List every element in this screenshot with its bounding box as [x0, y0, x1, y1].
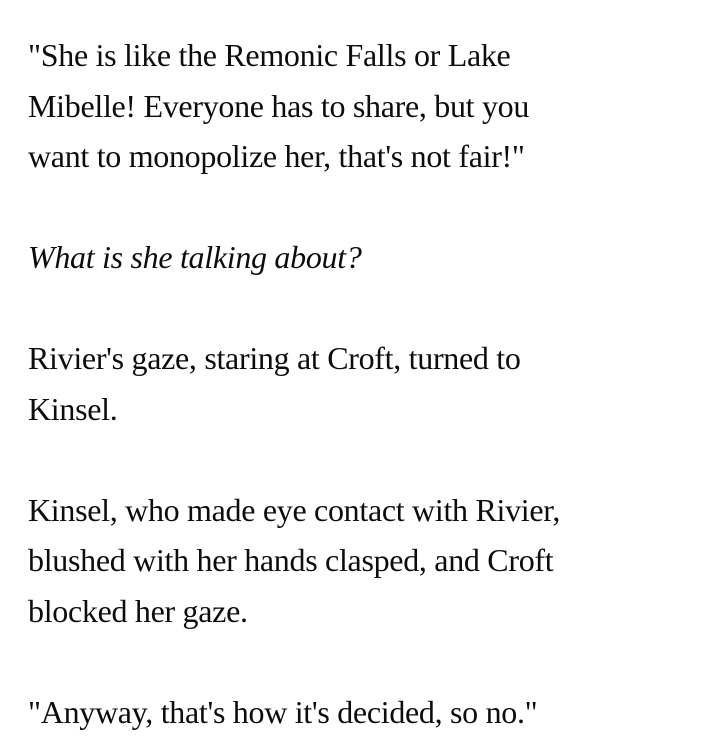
paragraph-dialogue-2	[28, 687, 708, 738]
text-line: Rivier's gaze, staring at Croft, turned to	[28, 340, 521, 376]
paragraph-narration-1	[28, 333, 708, 434]
text-line: blushed with her hands clasped, and Croft	[28, 542, 554, 578]
document-page	[28, 30, 708, 737]
paragraph-narration-2	[28, 485, 708, 637]
paragraph-dialogue-1	[28, 30, 708, 182]
text-line: Kinsel, who made eye contact with Rivier,	[28, 491, 561, 528]
paragraph-inner-thought	[28, 232, 708, 283]
text-line: want to monopolize her, that's not fair!"	[28, 138, 525, 174]
text-line: "She is like the Remonic Falls or Lake	[28, 37, 511, 73]
text-line: Kinsel.	[28, 390, 118, 427]
text-line: blocked her gaze.	[28, 592, 248, 629]
text-line: Mibelle! Everyone has to share, but you	[28, 87, 530, 124]
text-line: What is she talking about?	[28, 239, 362, 275]
text-line: "Anyway, that's how it's decided, so no."	[28, 693, 538, 730]
